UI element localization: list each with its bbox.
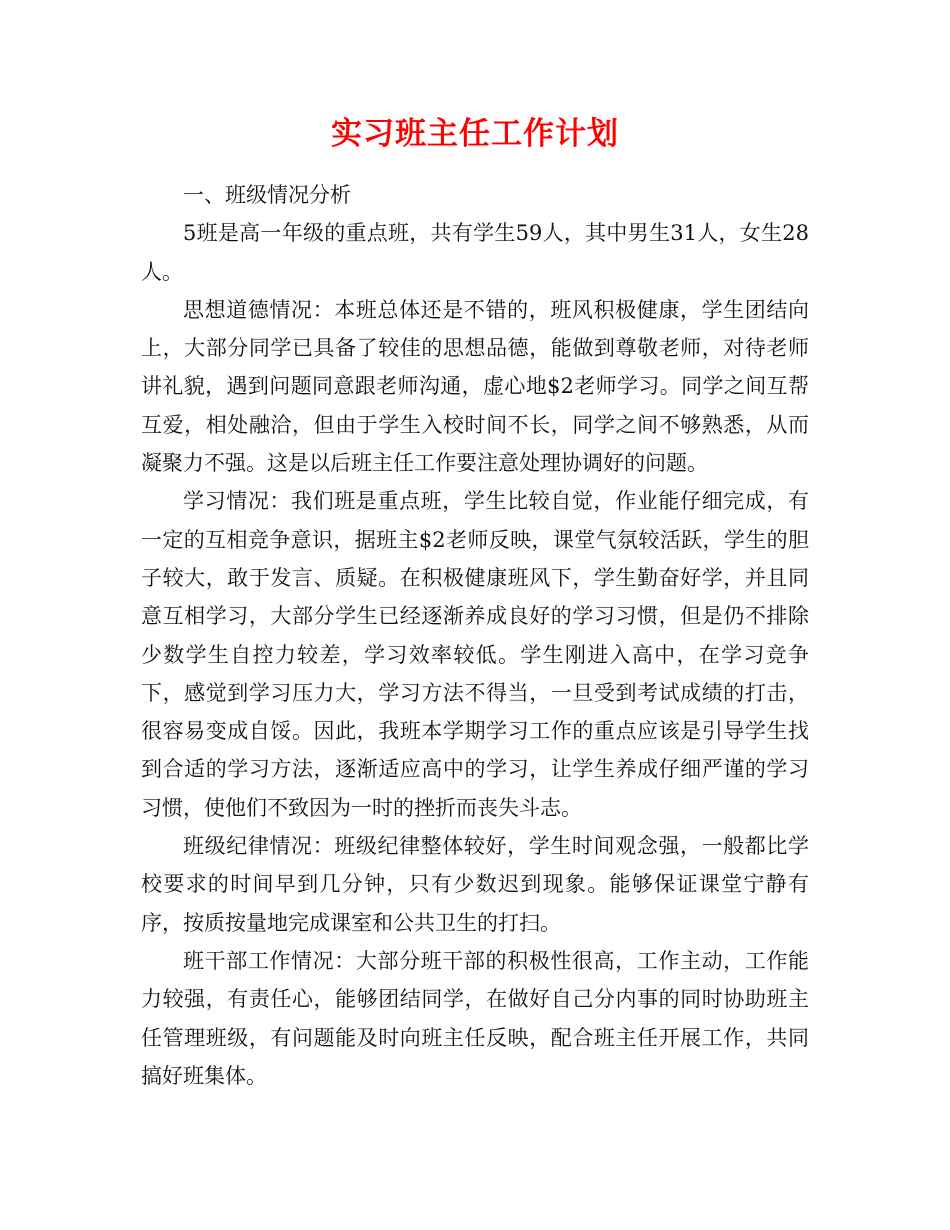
paragraph-class-cadre-situation: 班干部工作情况：大部分班干部的积极性很高，工作主动，工作能力较强，有责任心，能够团结同学，在做好自己分内事的同时协助班主任管理班级，有问题能及时向班主任反映，配合班主任开展工作，共同搞好班集体。 [141, 948, 809, 1088]
paragraph-class-overview: 5班是高一年级的重点班，共有学生59人，其中男生31人，女生28人。 [141, 221, 809, 284]
document-title: 实习班主任工作计划 [331, 116, 619, 152]
paragraph-discipline-situation: 班级纪律情况：班级纪律整体较好，学生时间观念强，一般都比学校要求的时间早到几分钟，只有少数迟到现象。能够保证课堂宁静有序，按质按量地完成课室和公共卫生的打扫。 [141, 834, 809, 935]
document-body [141, 176, 809, 1095]
paragraph-study-situation: 学习情况：我们班是重点班，学生比较自觉，作业能仔细完成，有一定的互相竞争意识，据班主$2老师反映，课堂气氛较活跃，学生的胆子较大，敢于发言、质疑。在积极健康班风下，学生勤奋好学，并且同意互相学习，大部分学生已经逐渐养成良好的学习习惯，但是仍不排除少数学生自控力较差，学习效率较低。学生刚进入高中，在学习竞争下，感觉到学习压力大，学习方法不得当，一旦受到考试成绩的打击，很容易变成自馁。因此，我班本学期学习工作的重点应该是引导学生找到合适的学习方法，逐渐适应高中的学习，让学生养成仔细严谨的学习习惯，使他们不致因为一时的挫折而丧失斗志。 [141, 489, 809, 820]
section-heading-class-analysis: 一、班级情况分析 [183, 183, 351, 207]
paragraph-moral-situation: 思想道德情况：本班总体还是不错的，班风积极健康，学生团结向上，大部分同学已具备了较佳的思想品德，能做到尊敬老师，对待老师讲礼貌，遇到问题同意跟老师沟通，虚心地$2老师学习。同学之间互帮互爱，相处融洽，但由于学生入校时间不长，同学之间不够熟悉，从而凝聚力不强。这是以后班主任工作要注意处理协调好的问题。 [141, 297, 809, 476]
